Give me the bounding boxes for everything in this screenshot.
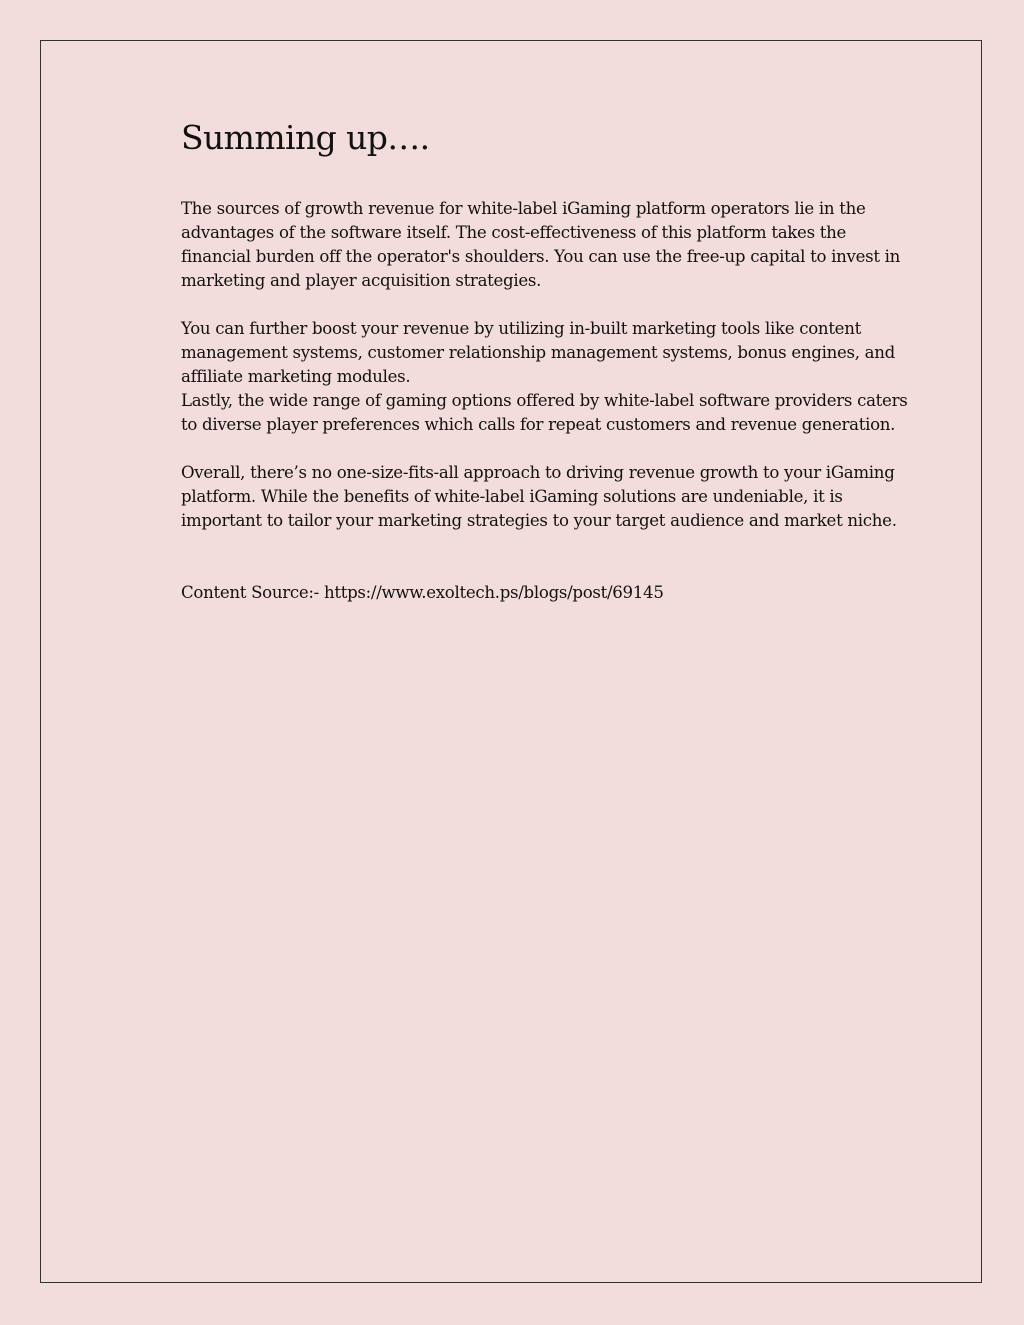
paragraph-gaming-options: Lastly, the wide range of gaming options offered by white-label software providers caters to diverse player preferences which calls for repeat customers and revenue generation.	[181, 391, 908, 434]
content-source: Content Source:- https://www.exoltech.ps/blogs/post/69145	[181, 583, 664, 602]
document-body	[181, 118, 911, 622]
paragraph-growth-sources: The sources of growth revenue for white-label iGaming platform operators lie in the advantages of the software itself. The cost-effectiveness of this platform takes the financial burden off the operator's shoulders. You can use the free-up capital to invest in marketing and player acquisition strategies.	[181, 199, 901, 290]
page-title: Summing up….	[181, 118, 430, 157]
paragraph-marketing-tools: You can further boost your revenue by utilizing in-built marketing tools like content management systems, customer relationship management systems, bonus engines, and affiliate marketing modules.	[181, 319, 895, 386]
paragraph-overall: Overall, there’s no one-size-fits-all approach to driving revenue growth to your iGaming platform. While the benefits of white-label iGaming solutions are undeniable, it is important to tailor your marketing strategies to your target audience and market niche.	[181, 463, 897, 530]
